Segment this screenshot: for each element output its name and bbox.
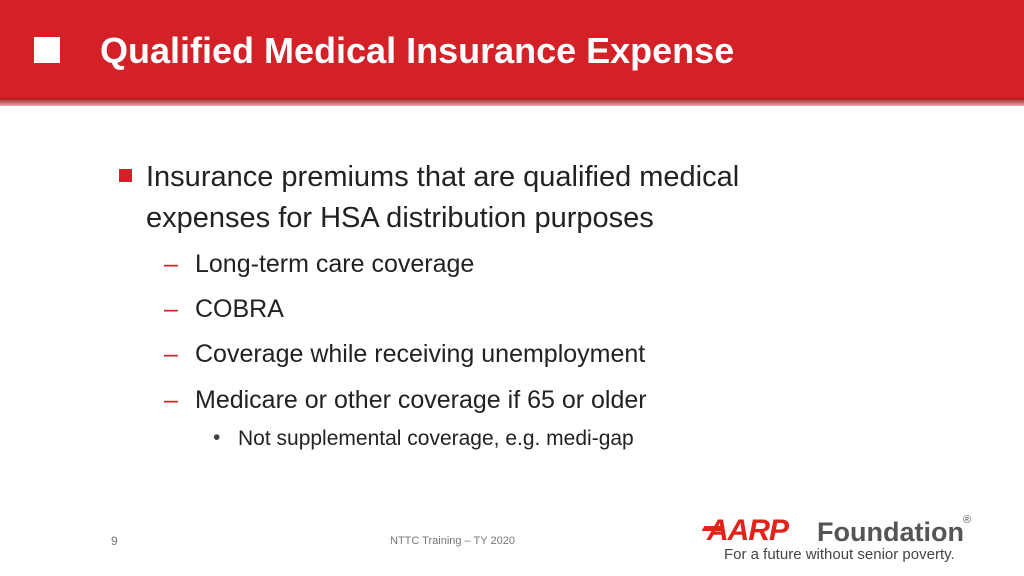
page-number: 9	[111, 534, 118, 548]
aarp-foundation-logo	[707, 514, 979, 570]
slide-title: Qualified Medical Insurance Expense	[100, 30, 735, 71]
dash-bullet-icon: –	[164, 386, 178, 414]
logo-tagline: For a future without senior poverty.	[724, 546, 955, 563]
main-bullet-text: Insurance premiums that are qualified medical expenses for HSA distribution purposes	[146, 161, 740, 234]
logo-brand: AARP	[707, 514, 789, 547]
sub-item-unemployment: Coverage while receiving unemployment	[195, 340, 646, 368]
sub-sub-item-medigap: Not supplemental coverage, e.g. medi-gap	[238, 427, 634, 450]
sub-item-long-term-care: Long-term care coverage	[195, 250, 475, 278]
title-square-icon	[34, 37, 60, 63]
logo-registered-mark: ®	[963, 514, 972, 526]
sub-item-cobra: COBRA	[195, 295, 284, 323]
dash-bullet-icon: –	[164, 295, 178, 323]
dot-bullet-icon: •	[213, 426, 221, 449]
logo-name: Foundation	[817, 517, 964, 547]
footer-center-text: NTTC Training – TY 2020	[390, 535, 515, 547]
title-bar-shadow	[0, 98, 1024, 106]
dash-bullet-icon: –	[164, 250, 178, 278]
dash-bullet-icon: –	[164, 340, 178, 368]
square-bullet-icon	[119, 169, 132, 182]
sub-item-medicare: Medicare or other coverage if 65 or older	[195, 386, 647, 414]
